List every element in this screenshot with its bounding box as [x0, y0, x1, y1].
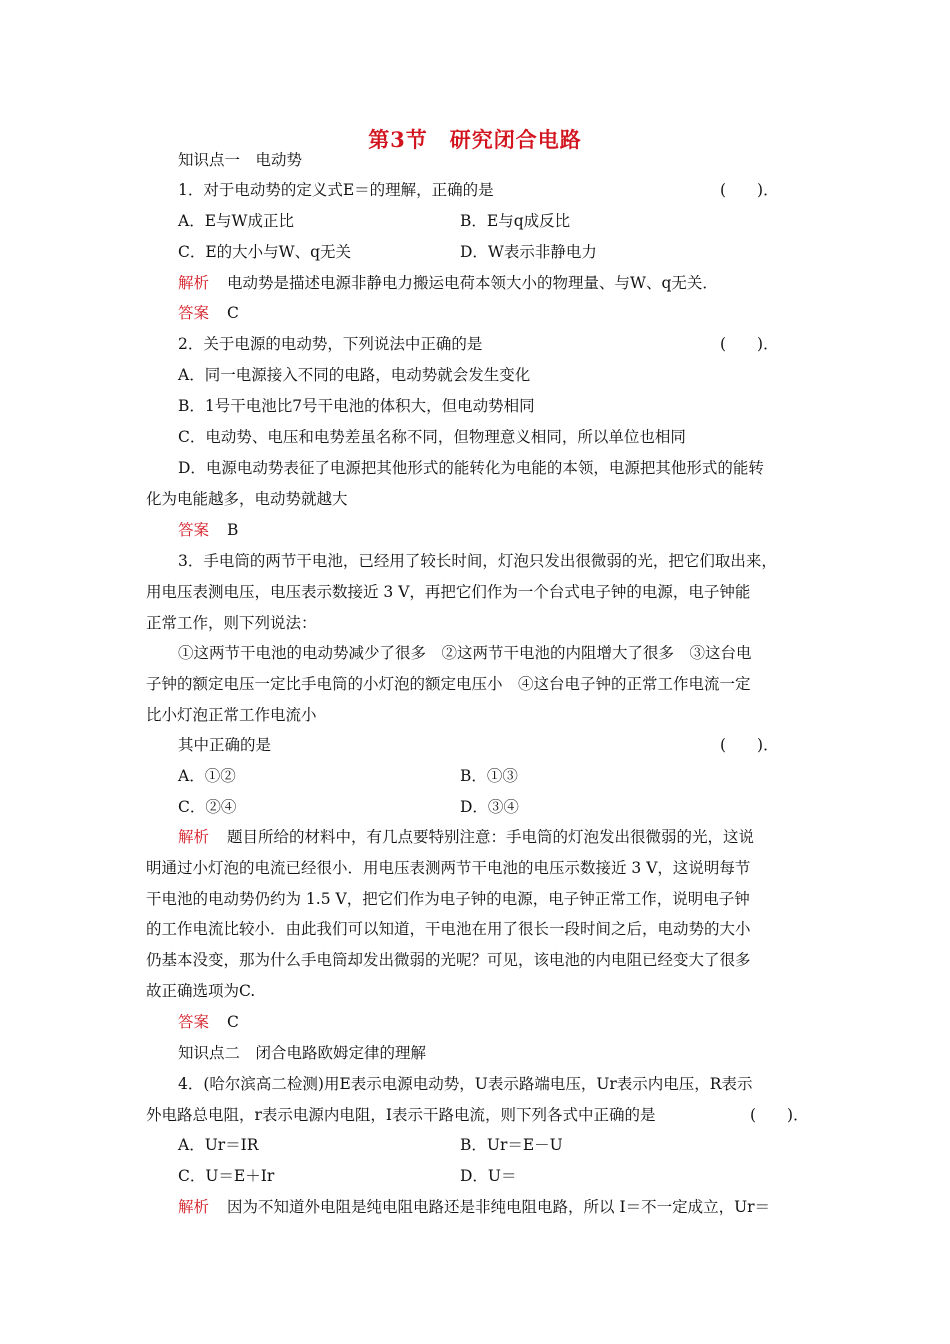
question-1-stem: 1．对于电动势的定义式E＝的理解，正确的是 [178, 181, 494, 199]
question-3-statements-line1: ①这两节干电池的电动势减少了很多 ②这两节干电池的内阻增大了很多 ③这台电 [178, 644, 752, 662]
question-3-stem-line1: 3．手电筒的两节干电池，已经用了较长时间，灯泡只发出很微弱的光，把它们取出来， [178, 552, 777, 570]
answer-value: C [227, 1013, 239, 1031]
question-3-answer [178, 1012, 239, 1032]
question-3-statements-line3: 比小灯泡正常工作电流小 [146, 706, 317, 724]
section-heading-1: 知识点一 电动势 [178, 151, 303, 169]
question-3-option-a: A．①② [178, 767, 236, 785]
question-4-stem-line1: 4．(哈尔滨高二检测)用E表示电源电动势，U表示路端电压，Ur表示内电压，R表示 [178, 1075, 753, 1093]
question-1-option-c: C．E的大小与W、q无关 [178, 243, 352, 261]
section-heading-2: 知识点二 闭合电路欧姆定律的理解 [178, 1044, 427, 1062]
answer-value: C [227, 304, 239, 322]
question-3-analysis-line4: 的工作电流比较小．由此我们可以知道，干电池在用了很长一段时间之后，电动势的大小 [146, 920, 751, 938]
question-2-option-a: A．同一电源接入不同的电路，电动势就会发生变化 [178, 366, 531, 384]
question-3-option-b: B．①③ [460, 767, 518, 785]
answer-tag: 答案 [178, 1013, 210, 1031]
question-2-blank: ( )． [720, 335, 779, 353]
question-3-analysis-line2: 明通过小灯泡的电流已经很小．用电压表测两节干电池的电压示数接近 3 V，这说明每节 [146, 859, 751, 877]
question-2-option-d-line2: 化为电能越多，电动势就越大 [146, 490, 348, 508]
analysis-text: 电动势是描述电源非静电力搬运电荷本领大小的物理量、与W、q无关． [227, 274, 718, 292]
question-1-option-d: D．W表示非静电力 [460, 243, 597, 261]
question-4-blank: ( )． [750, 1106, 809, 1124]
answer-value: B [227, 521, 239, 539]
question-3-stem-line3: 正常工作，则下列说法： [146, 614, 317, 632]
question-1-analysis [178, 273, 718, 293]
question-3-option-c: C．②④ [178, 798, 237, 816]
question-3-analysis-line6: 故正确选项为C. [146, 982, 256, 1000]
question-3-which: 其中正确的是 [178, 736, 272, 754]
question-3-analysis-line5: 仍基本没变，那为什么手电筒却发出微弱的光呢？可见，该电池的内电阻已经变大了很多 [146, 951, 751, 969]
answer-tag: 答案 [178, 304, 210, 322]
question-4-option-b: B．Ur＝E－U [460, 1136, 563, 1154]
question-2-option-d-line1: D．电源电动势表征了电源把其他形式的能转化为电能的本领，电源把其他形式的能转 [178, 459, 764, 477]
question-4-stem-line2: 外电路总电阻，r表示电源内电阻，I表示干路电流，则下列各式中正确的是 [146, 1106, 656, 1124]
analysis-tag: 解析 [178, 828, 210, 846]
question-3-analysis-line1 [178, 827, 754, 847]
question-1-blank: ( )． [720, 181, 779, 199]
question-1-option-b: B．E与q成反比 [460, 212, 571, 230]
question-3-stem-line2: 用电压表测电压，电压表示数接近 3 V，再把它们作为一个台式电子钟的电源，电子钟能 [146, 583, 751, 601]
question-4-option-a: A．Ur＝IR [178, 1136, 259, 1154]
answer-tag: 答案 [178, 521, 210, 539]
question-2-answer [178, 520, 238, 540]
analysis-tag: 解析 [178, 1198, 210, 1216]
question-1-answer [178, 303, 239, 323]
analysis-text: 因为不知道外电阻是纯电阻电路还是非纯电阻电路，所以 I＝不一定成立，Ur＝ [227, 1198, 771, 1216]
question-2-option-c: C．电动势、电压和电势差虽名称不同，但物理意义相同，所以单位也相同 [178, 428, 686, 446]
analysis-text: 题目所给的材料中，有几点要特别注意：手电筒的灯泡发出很微弱的光，这说 [227, 828, 755, 846]
question-1-option-a: A．E与W成正比 [178, 212, 294, 230]
question-3-blank: ( )． [720, 736, 779, 754]
question-2-stem: 2．关于电源的电动势，下列说法中正确的是 [178, 335, 483, 353]
question-3-statements-line2: 子钟的额定电压一定比手电筒的小灯泡的额定电压小 ④这台电子钟的正常工作电流一定 [146, 675, 751, 693]
question-2-option-b: B．1号干电池比7号干电池的体积大，但电动势相同 [178, 397, 535, 415]
question-4-option-d: D．U＝ [460, 1167, 517, 1185]
question-4-analysis [178, 1197, 770, 1217]
question-3-analysis-line3: 干电池的电动势仍约为 1.5 V，把它们作为电子钟的电源，电子钟正常工作，说明电子钟 [146, 890, 750, 908]
analysis-tag: 解析 [178, 274, 210, 292]
question-3-option-d: D．③④ [460, 798, 519, 816]
page-title: 第3节 研究闭合电路 [368, 127, 582, 152]
question-4-option-c: C．U＝E＋Ir [178, 1167, 275, 1185]
